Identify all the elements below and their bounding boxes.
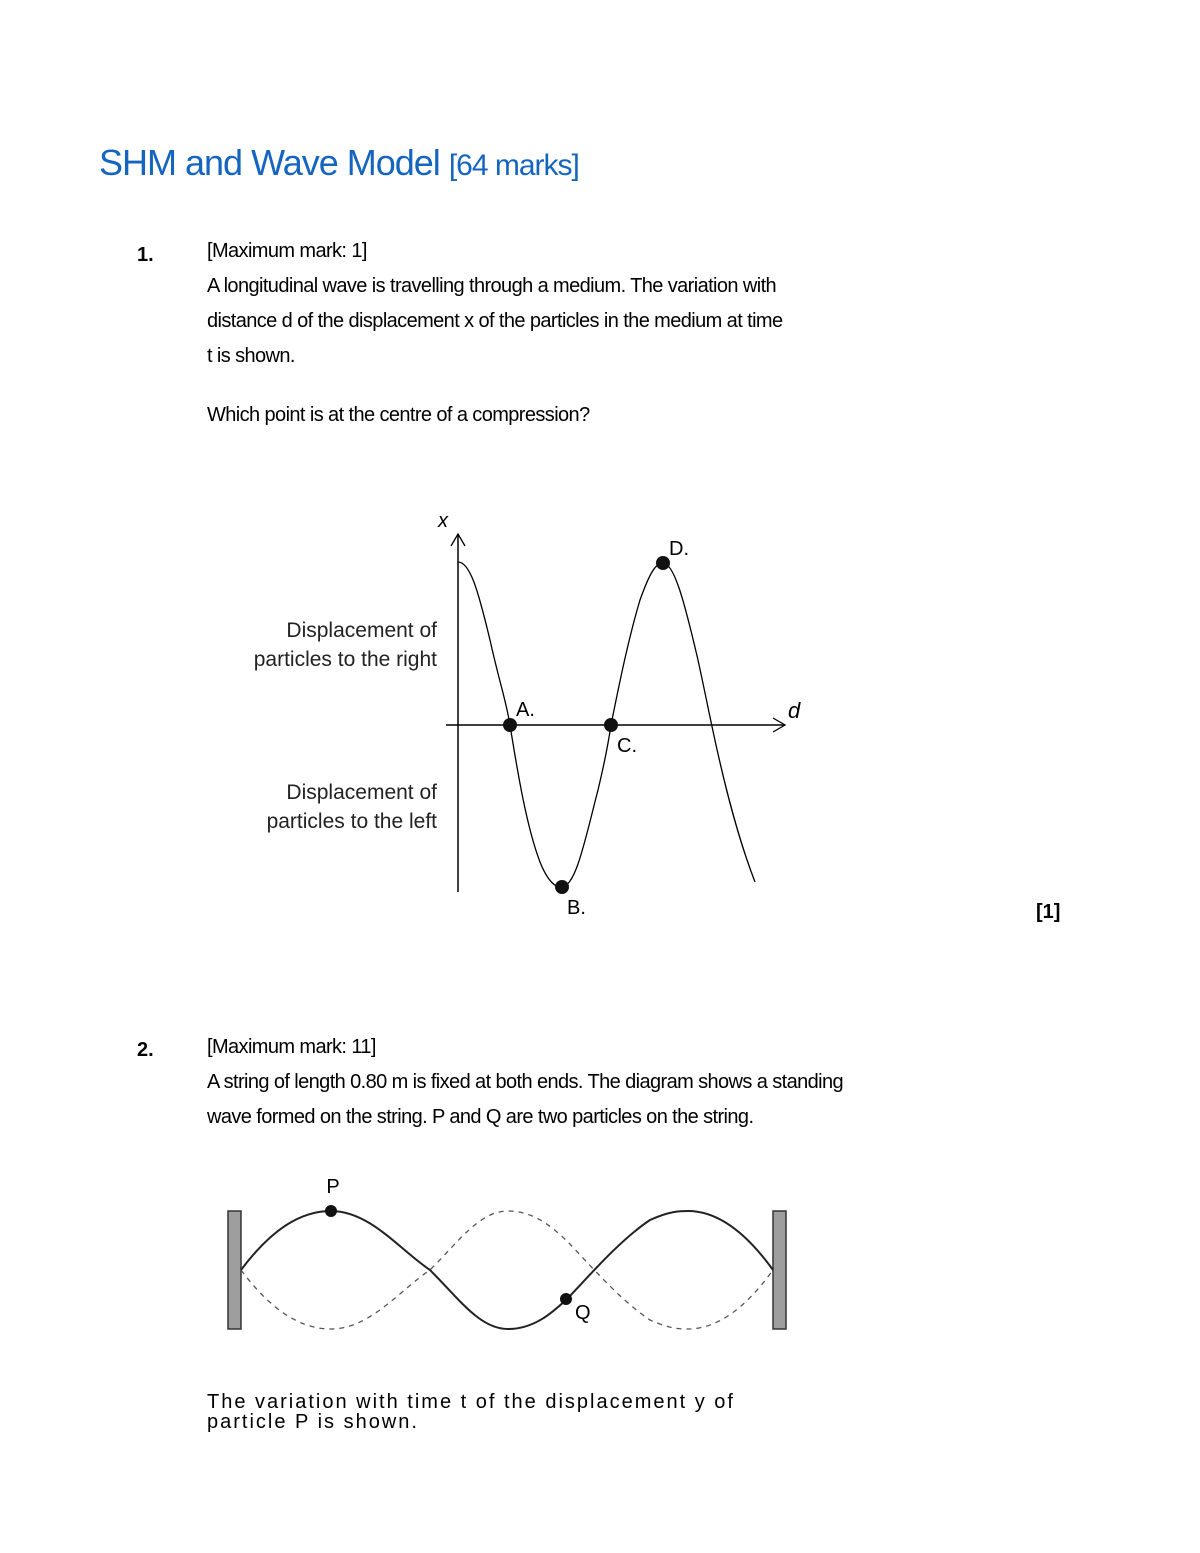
question-2-standing-wave <box>0 1160 1200 1350</box>
particle-q <box>560 1293 572 1305</box>
left-fixed-end <box>228 1211 241 1329</box>
particle-q-label: Q <box>575 1302 591 1324</box>
upper-label-line-1: Displacement of <box>286 619 437 642</box>
right-fixed-end <box>773 1211 786 1329</box>
point-a <box>503 718 517 732</box>
string-solid-curve <box>241 1211 773 1329</box>
total-marks: [64 marks] <box>448 149 579 182</box>
y-axis-label: x <box>438 510 448 532</box>
lower-label-line-2: particles to the left <box>266 810 437 833</box>
point-c <box>604 718 618 732</box>
question-2-number: 2. <box>137 1039 154 1061</box>
question-1-line-2: distance d of the displacement x of the particles in the medium at time <box>207 310 783 332</box>
point-b-label: B. <box>567 897 586 919</box>
question-2-line-1: A string of length 0.80 m is fixed at both ends. The diagram shows a standing <box>207 1071 844 1093</box>
title-text: SHM and Wave Model <box>99 142 440 183</box>
point-d <box>656 556 670 570</box>
upper-label-line-2: particles to the right <box>253 648 437 671</box>
question-2-line-2: wave formed on the string. P and Q are two particles on the string. <box>207 1106 754 1128</box>
question-2-max-mark: [Maximum mark: 11] <box>207 1036 376 1058</box>
point-d-label: D. <box>669 538 689 560</box>
lower-label-line-1: Displacement of <box>286 781 437 804</box>
particle-p <box>325 1205 337 1217</box>
question-2-continuation <box>207 1391 807 1433</box>
question-1-line-1: A longitudinal wave is travelling through a medium. The variation with <box>207 275 777 297</box>
question-1-line-3: t is shown. <box>207 345 295 367</box>
x-axis-label: d <box>788 698 801 723</box>
question-1-max-mark: [Maximum mark: 1] <box>207 240 367 262</box>
question-1-marks: [1] <box>1036 901 1061 923</box>
point-c-label: C. <box>617 735 637 757</box>
question-2-continuation-text: The variation with time t of the displacement y of particle P is shown. <box>207 1391 735 1433</box>
question-1-number: 1. <box>137 244 154 266</box>
question-2-body <box>207 1030 987 1135</box>
question-1-prompt: Which point is at the centre of a compression? <box>207 404 590 426</box>
point-b <box>555 880 569 894</box>
string-dashed-curve <box>241 1211 773 1329</box>
point-a-label: A. <box>516 699 535 721</box>
particle-p-label: P <box>326 1176 340 1198</box>
